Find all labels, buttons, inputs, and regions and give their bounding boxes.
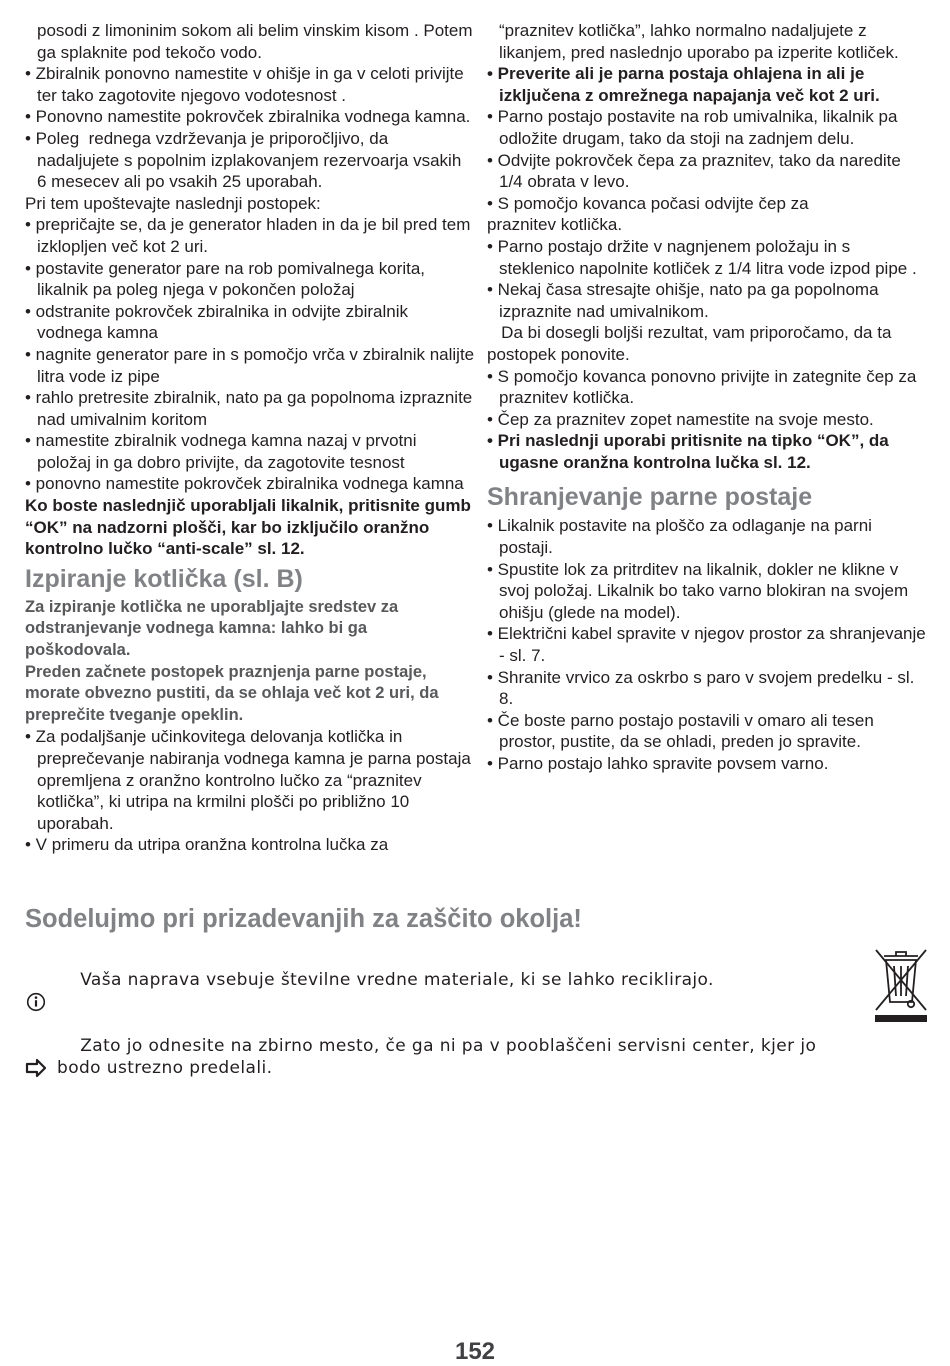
list-item: • Parno postajo lahko spravite povsem varno.: [487, 754, 829, 773]
list-item: • S pomočjo kovanca počasi odvijte čep za: [487, 193, 809, 213]
list-item: • Parno postajo držite v nagnjenem položaju in s steklenico napolnite kotliček z 1/4 litra vode izpod pipe .: [487, 236, 917, 278]
list-item: • Parno postajo postavite na rob umivalnika, likalnik pa odložite drugam, tako da stoji na zadnjem delu.: [487, 107, 903, 148]
paragraph: Da bi dosegli boljši rezultat, vam priporočamo, da ta postopek ponovite.: [487, 323, 897, 364]
list-item: • Spustite lok za pritrditev na likalnik, dokler ne klikne v svoj položaj. Likalnik bo tako varno blokiran na svojem ohišju (glede na model).: [487, 559, 913, 622]
section-heading-descaling: Izpiranje kotlička (sl. B): [25, 564, 303, 593]
list-item: • Odvijte pokrovček čepa za praznitev, tako da naredite 1/4 obrata v levo.: [487, 150, 906, 192]
arrow-right-icon: [25, 1013, 47, 1106]
continued-paragraph: posodi z limoninim sokom ali belim vinskim kisom . Potem ga splaknite pod tekočo vodo.: [37, 21, 478, 62]
left-column: [25, 20, 489, 856]
environment-text-2: Zato jo odnesite na zbirno mesto, če ga ni pa v pooblaščeni servisni center, kjer jo bodo ustrezno predelali.: [57, 1036, 823, 1078]
environment-notes: [25, 947, 855, 1101]
environment-text-1: Vaša naprava vsebuje številne vredne materiale, ki se lahko reciklirajo.: [80, 970, 714, 990]
list-item: • ponovno namestite pokrovček zbiralnika vodnega kamna: [25, 474, 464, 494]
list-item: • Poleg rednega vzdrževanja je priporočljivo, da nadaljujete s popolnim izplakovanjem rezervoarja vsakih 6 mesecev ali po vsakih 25 uporabah.: [25, 128, 467, 192]
list-item: • Likalnik postavite na ploščo za odlaganje na parni postaji.: [487, 516, 877, 558]
right-column: [487, 20, 931, 775]
list-item: • V primeru da utripa oranžna kontrolna lučka za: [25, 835, 389, 855]
warning-note: Za izpiranje kotlička ne uporabljajte sredstev za odstranjevanje vodnega kamna: lahko bi ga poškodovala.: [25, 597, 403, 660]
crossed-out-wheelie-bin-icon: [870, 944, 932, 1024]
paragraph: Pri tem upoštevajte naslednji postopek:: [25, 193, 321, 213]
section-heading-environment: Sodelujmo pri prizadevanjih za zaščito okolja!: [25, 905, 582, 933]
environment-line: [25, 947, 855, 1013]
list-item: • Shranite vrvico za oskrbo s paro v svojem predelku - sl. 8.: [487, 667, 920, 709]
list-item: • postavite generator pare na rob pomivalnega korita, likalnik pa poleg njega v pokončen položaj: [25, 258, 430, 300]
warning-note: Preden začnete postopek praznjenja parne postaje, morate obvezno pustiti, da se ohlaja več kot 2 uri, da preprečite tveganje opeklin.: [25, 662, 444, 724]
paragraph: praznitev kotlička.: [487, 215, 623, 235]
bold-list-item: • Pri naslednji uporabi pritisnite na tipko “OK”, da ugasne oranžna kontrolna lučka sl. 12.: [487, 431, 894, 472]
list-item: • Ponovno namestite pokrovček zbiralnika vodnega kamna.: [25, 107, 471, 127]
list-item: • odstranite pokrovček zbiralnika in odvijte zbiralnik vodnega kamna: [25, 301, 413, 343]
list-item: • nagnite generator pare in s pomočjo vrča v zbiralnik nalijte litra vode iz pipe: [25, 344, 489, 386]
list-item: • Zbiralnik ponovno namestite v ohišje in ga v celoti privijte ter tako zagotovite njegovo vodotesnost .: [25, 64, 469, 105]
list-item: • Nekaj časa stresajte ohišje, nato pa ga popolnoma izpraznite nad umivalnikom.: [487, 280, 884, 321]
bold-list-item: • Preverite ali je parna postaja ohlajena in ali je izključena z omrežnega napajanja več kot 2 uri.: [487, 64, 880, 105]
list-item: • namestite zbiralnik vodnega kamna nazaj v prvotni položaj in ga dobro privijte, da zagotovite tesnost: [25, 431, 422, 472]
list-item: • Električni kabel spravite v njegov prostor za shranjevanje - sl. 7.: [487, 624, 931, 666]
list-item: • rahlo pretresite zbiralnik, nato pa ga popolnoma izpraznite nad umivalnim koritom: [25, 388, 477, 429]
list-item: • Čep za praznitev zopet namestite na svoje mesto.: [487, 409, 874, 429]
page-number: 152: [454, 1338, 496, 1365]
list-item: • prepričajte se, da je generator hladen in da je bil pred tem izklopljen več kot 2 uri.: [25, 215, 476, 256]
continued-paragraph: “praznitev kotlička”, lahko normalno nadaljujete z likanjem, pred naslednjo uporabo pa izperite kotliček.: [499, 21, 899, 62]
list-item: • S pomočjo kovanca ponovno privijte in zategnite čep za praznitev kotlička.: [487, 366, 922, 408]
bold-instruction: Ko boste naslednjič uporabljali likalnik, pritisnite gumb “OK” na nadzorni plošči, kar bo izključilo oranžno kontrolno lučko “anti-scale” sl. 12.: [25, 496, 476, 559]
section-heading-storage: Shranjevanje parne postaje: [487, 483, 813, 512]
list-item: • Če boste parno postajo postavili v omaro ali tesen prostor, pustite, da se ohladi, preden jo spravite.: [487, 710, 879, 752]
list-item: • Za podaljšanje učinkovitega delovanja kotlička in preprečevanje nabiranja vodnega kamna je parna postaja opremljena z oranžno kontrolno lučko za “praznitev kotlička”, ki utripa na krmilni plošči po približno 10 uporabah.: [25, 727, 476, 833]
environment-line: [25, 1013, 855, 1101]
